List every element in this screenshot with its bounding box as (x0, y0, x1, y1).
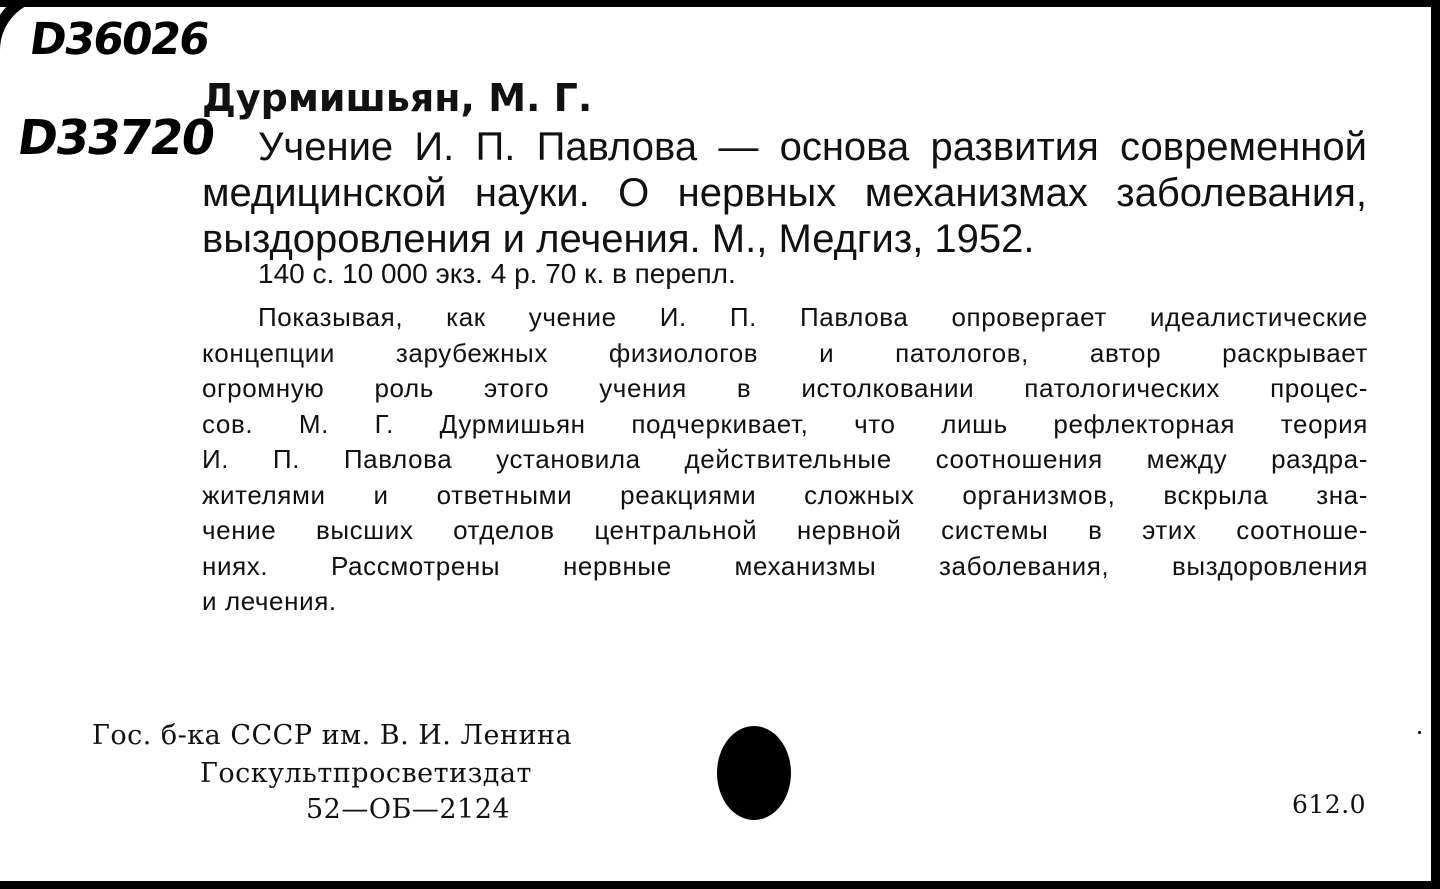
library-line: Гос. б-ка СССР им. В. И. Ленина (92, 720, 573, 751)
scan-speck (1418, 731, 1421, 734)
card-border-bottom (0, 881, 1440, 889)
punch-hole (717, 726, 791, 820)
handwritten-shelf-mark: D33720 (14, 110, 217, 166)
title-line: медицинской науки. О нервных механизмах заболевания, (202, 171, 1367, 215)
publisher-line: Госкультпросветиздат (200, 758, 532, 789)
abstract-line: ниях. Рассмотрены нервные механизмы заболевания, выздоровления (202, 550, 1368, 581)
collation-line: 140 с. 10 000 экз. 4 р. 70 к. в перепл. (258, 258, 736, 289)
order-number: 52—ОБ—2124 (306, 794, 511, 825)
handwritten-accession-mark: D36026 (26, 14, 212, 65)
abstract-line: концепции зарубежных физиологов и патологов, автор раскрывает (202, 337, 1368, 368)
abstract (202, 300, 1368, 620)
abstract-line: огромную роль этого учения в истолковании патологических процес- (202, 373, 1368, 403)
classmark: 612.0 (1292, 790, 1367, 819)
card-border-right (1431, 0, 1440, 889)
abstract-line: Показывая, как учение И. П. Павлова опровергает идеалистические (258, 302, 1368, 332)
author-heading: Дурмишьян, М. Г. (202, 76, 593, 120)
title-line: Учение И. П. Павлова — основа развития современной (258, 125, 1367, 169)
card-border-top (0, 0, 1440, 7)
title-block (202, 124, 1367, 262)
abstract-line: сов. М. Г. Дурмишьян подчеркивает, что лишь рефлекторная теория (202, 408, 1368, 439)
title-line: выздоровления и лечения. М., Медгиз, 1952. (202, 217, 1035, 261)
abstract-line: И. П. Павлова установила действительные соотношения между раздра- (202, 444, 1368, 474)
abstract-line: жителями и ответными реакциями сложных организмов, вскрыла зна- (202, 479, 1368, 510)
abstract-line: и лечения. (202, 586, 337, 616)
abstract-line: чение высших отделов центральной нервной системы в этих соотноше- (202, 515, 1368, 545)
